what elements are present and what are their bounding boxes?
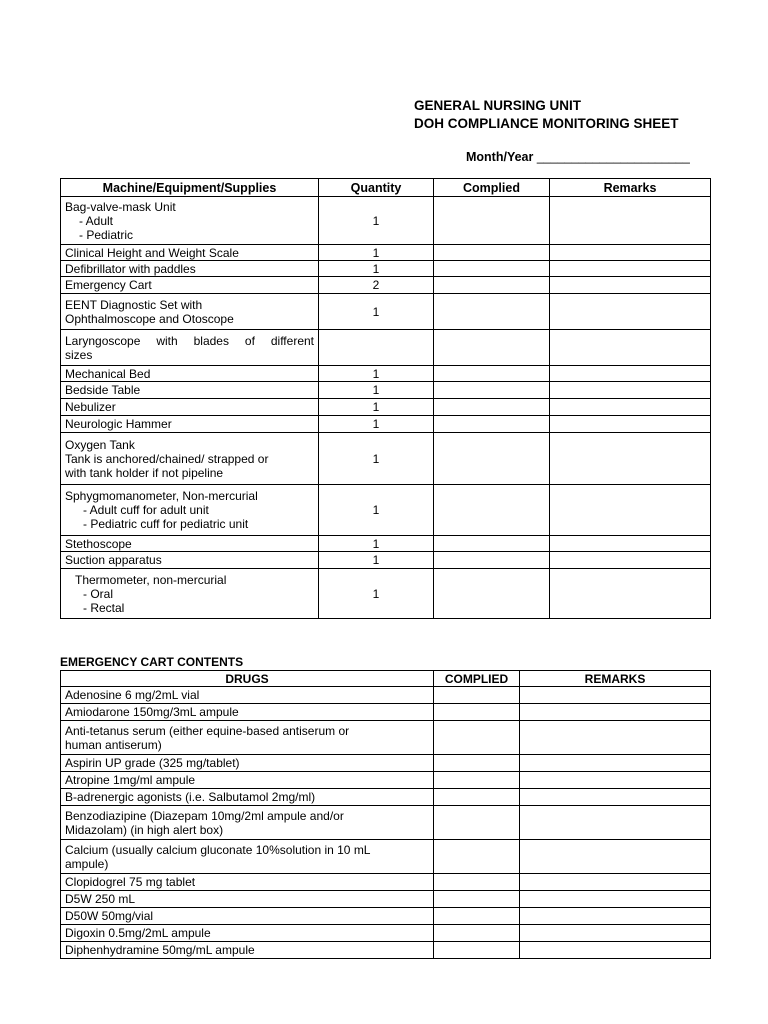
table-row [61, 942, 711, 959]
drug-name: Amiodarone 150mg/3mL ampule [61, 704, 434, 721]
cart-header-row [61, 671, 711, 687]
complied-cell[interactable] [434, 908, 520, 925]
remarks-cell[interactable] [520, 908, 711, 925]
table-row [61, 569, 711, 619]
drug-name: Adenosine 6 mg/2mL vial [61, 687, 434, 704]
item-subline: - Pediatric cuff for pediatric unit [83, 517, 249, 531]
complied-cell[interactable] [434, 806, 520, 840]
drug-name: D50W 50mg/vial [61, 908, 434, 925]
table-row [61, 416, 711, 433]
table-row [61, 197, 711, 245]
equipment-name: Stethoscope [61, 536, 319, 552]
quantity-cell: 1 [319, 569, 434, 619]
table-row [61, 755, 711, 772]
equipment-name [61, 485, 319, 536]
equipment-name: Suction apparatus [61, 552, 319, 569]
drug-name [61, 806, 434, 840]
item-line: EENT Diagnostic Set with [65, 297, 203, 312]
item-line: Bag-valve-mask Unit [65, 199, 176, 214]
drug-line: ampule) [65, 856, 109, 871]
remarks-cell[interactable] [550, 485, 711, 536]
remarks-cell[interactable] [520, 704, 711, 721]
item-line: Laryngoscope with blades of different [65, 333, 314, 348]
table-row [61, 330, 711, 366]
header-complied: COMPLIED [434, 671, 520, 687]
remarks-cell[interactable] [550, 366, 711, 382]
item-line: Oxygen Tank [65, 437, 135, 452]
remarks-cell[interactable] [550, 433, 711, 485]
item-line: with tank holder if not pipeline [65, 465, 224, 480]
table-row [61, 721, 711, 755]
complied-cell[interactable] [434, 366, 550, 382]
table-row [61, 433, 711, 485]
complied-cell[interactable] [434, 704, 520, 721]
complied-cell[interactable] [434, 925, 520, 942]
complied-cell[interactable] [434, 197, 550, 245]
complied-cell[interactable] [434, 536, 550, 552]
header-quantity: Quantity [319, 179, 434, 197]
remarks-cell[interactable] [520, 806, 711, 840]
document-title [414, 97, 679, 133]
complied-cell[interactable] [434, 840, 520, 874]
equipment-name: Emergency Cart [61, 277, 319, 294]
table-row [61, 485, 711, 536]
complied-cell[interactable] [434, 891, 520, 908]
drug-name: B-adrenergic agonists (i.e. Salbutamol 2mg/ml) [61, 789, 434, 806]
equipment-name: Defibrillator with paddles [61, 261, 319, 277]
drug-line: Calcium (usually calcium gluconate 10%solution in 10 mL [65, 842, 371, 857]
item-line: sizes [65, 347, 93, 362]
header-complied: Complied [434, 179, 550, 197]
quantity-cell: 1 [319, 536, 434, 552]
drug-line: Benzodiazipine (Diazepam 10mg/2ml ampule and/or [65, 808, 344, 823]
equipment-name: Nebulizer [61, 399, 319, 416]
quantity-cell: 1 [319, 552, 434, 569]
remarks-cell[interactable] [550, 330, 711, 366]
remarks-cell[interactable] [520, 755, 711, 772]
complied-cell[interactable] [434, 245, 550, 261]
item-subline: - Adult cuff for adult unit [83, 503, 209, 517]
equipment-name: Neurologic Hammer [61, 416, 319, 433]
quantity-cell: 1 [319, 245, 434, 261]
table-row [61, 806, 711, 840]
equipment-name [61, 197, 319, 245]
header-equipment: Machine/Equipment/Supplies [61, 179, 319, 197]
table-row [61, 261, 711, 277]
remarks-cell[interactable] [550, 294, 711, 330]
emergency-cart-title: EMERGENCY CART CONTENTS [60, 655, 244, 669]
remarks-cell[interactable] [520, 925, 711, 942]
remarks-cell[interactable] [550, 261, 711, 277]
quantity-cell: 2 [319, 277, 434, 294]
quantity-cell: 1 [319, 399, 434, 416]
complied-cell[interactable] [434, 772, 520, 789]
complied-cell[interactable] [434, 942, 520, 959]
remarks-cell[interactable] [550, 245, 711, 261]
drug-name [61, 840, 434, 874]
header-remarks: REMARKS [520, 671, 711, 687]
drug-line: Anti-tetanus serum (either equine-based antiserum or [65, 723, 350, 738]
complied-cell[interactable] [434, 721, 520, 755]
table-row [61, 382, 711, 399]
quantity-cell: 1 [319, 197, 434, 245]
drug-name: Diphenhydramine 50mg/mL ampule [61, 942, 434, 959]
table-row [61, 789, 711, 806]
item-line: Sphygmomanometer, Non-mercurial [65, 489, 258, 503]
equipment-name: Mechanical Bed [61, 366, 319, 382]
quantity-cell: 1 [319, 261, 434, 277]
quantity-cell: 1 [319, 485, 434, 536]
complied-cell[interactable] [434, 294, 550, 330]
complied-cell[interactable] [434, 416, 550, 433]
remarks-cell[interactable] [520, 772, 711, 789]
equipment-name [61, 433, 319, 485]
month-year-label: Month/Year [466, 150, 534, 164]
table-row [61, 687, 711, 704]
table-row [61, 277, 711, 294]
table-row [61, 366, 711, 382]
table-row [61, 874, 711, 891]
table-row [61, 245, 711, 261]
quantity-cell [319, 330, 434, 366]
drug-line: Midazolam) (in high alert box) [65, 822, 224, 837]
table-row [61, 552, 711, 569]
month-year-blank: ______________________ [536, 150, 690, 164]
remarks-cell[interactable] [550, 416, 711, 433]
quantity-cell: 1 [319, 294, 434, 330]
table-row [61, 891, 711, 908]
complied-cell[interactable] [434, 399, 550, 416]
remarks-cell[interactable] [520, 942, 711, 959]
remarks-cell[interactable] [550, 277, 711, 294]
drug-name: D5W 250 mL [61, 891, 434, 908]
table-row [61, 772, 711, 789]
drug-name [61, 721, 434, 755]
quantity-cell: 1 [319, 366, 434, 382]
table-row [61, 925, 711, 942]
remarks-cell[interactable] [550, 399, 711, 416]
item-subline: - Pediatric [79, 227, 134, 242]
remarks-cell[interactable] [520, 840, 711, 874]
title-line-2: DOH COMPLIANCE MONITORING SHEET [414, 116, 679, 131]
drug-name: Digoxin 0.5mg/2mL ampule [61, 925, 434, 942]
item-subline: - Rectal [83, 600, 125, 615]
equipment-name [61, 294, 319, 330]
complied-cell[interactable] [434, 552, 550, 569]
drug-name: Aspirin UP grade (325 mg/tablet) [61, 755, 434, 772]
emergency-cart-table [60, 670, 711, 959]
item-subline: - Oral [83, 586, 113, 601]
remarks-cell[interactable] [550, 197, 711, 245]
complied-cell[interactable] [434, 569, 550, 619]
equipment-header-row [61, 179, 711, 197]
drug-name: Clopidogrel 75 mg tablet [61, 874, 434, 891]
equipment-name [61, 569, 319, 619]
quantity-cell: 1 [319, 433, 434, 485]
complied-cell[interactable] [434, 789, 520, 806]
complied-cell[interactable] [434, 261, 550, 277]
table-row [61, 704, 711, 721]
header-drugs: DRUGS [61, 671, 434, 687]
complied-cell[interactable] [434, 433, 550, 485]
drug-name: Atropine 1mg/ml ampule [61, 772, 434, 789]
item-line: Ophthalmoscope and Otoscope [65, 311, 234, 326]
table-row [61, 840, 711, 874]
item-line: Thermometer, non-mercurial [75, 572, 227, 587]
equipment-name: Bedside Table [61, 382, 319, 399]
equipment-name [61, 330, 319, 366]
month-year-field [466, 150, 690, 164]
remarks-cell[interactable] [520, 721, 711, 755]
complied-cell[interactable] [434, 874, 520, 891]
item-line: Tank is anchored/chained/ strapped or [65, 451, 269, 466]
remarks-cell[interactable] [520, 874, 711, 891]
quantity-cell: 1 [319, 382, 434, 399]
complied-cell[interactable] [434, 755, 520, 772]
quantity-cell: 1 [319, 416, 434, 433]
title-line-1: GENERAL NURSING UNIT [414, 98, 582, 113]
remarks-cell[interactable] [550, 382, 711, 399]
remarks-cell[interactable] [520, 687, 711, 704]
item-subline: - Adult [79, 213, 114, 228]
remarks-cell[interactable] [520, 789, 711, 806]
header-remarks: Remarks [550, 179, 711, 197]
complied-cell[interactable] [434, 687, 520, 704]
remarks-cell[interactable] [520, 891, 711, 908]
table-row [61, 908, 711, 925]
table-row [61, 399, 711, 416]
remarks-cell[interactable] [550, 536, 711, 552]
complied-cell[interactable] [434, 330, 550, 366]
drug-line: human antiserum) [65, 737, 162, 752]
complied-cell[interactable] [434, 485, 550, 536]
equipment-table [60, 178, 711, 619]
equipment-name: Clinical Height and Weight Scale [61, 245, 319, 261]
complied-cell[interactable] [434, 382, 550, 399]
remarks-cell[interactable] [550, 569, 711, 619]
remarks-cell[interactable] [550, 552, 711, 569]
table-row [61, 294, 711, 330]
table-row [61, 536, 711, 552]
complied-cell[interactable] [434, 277, 550, 294]
